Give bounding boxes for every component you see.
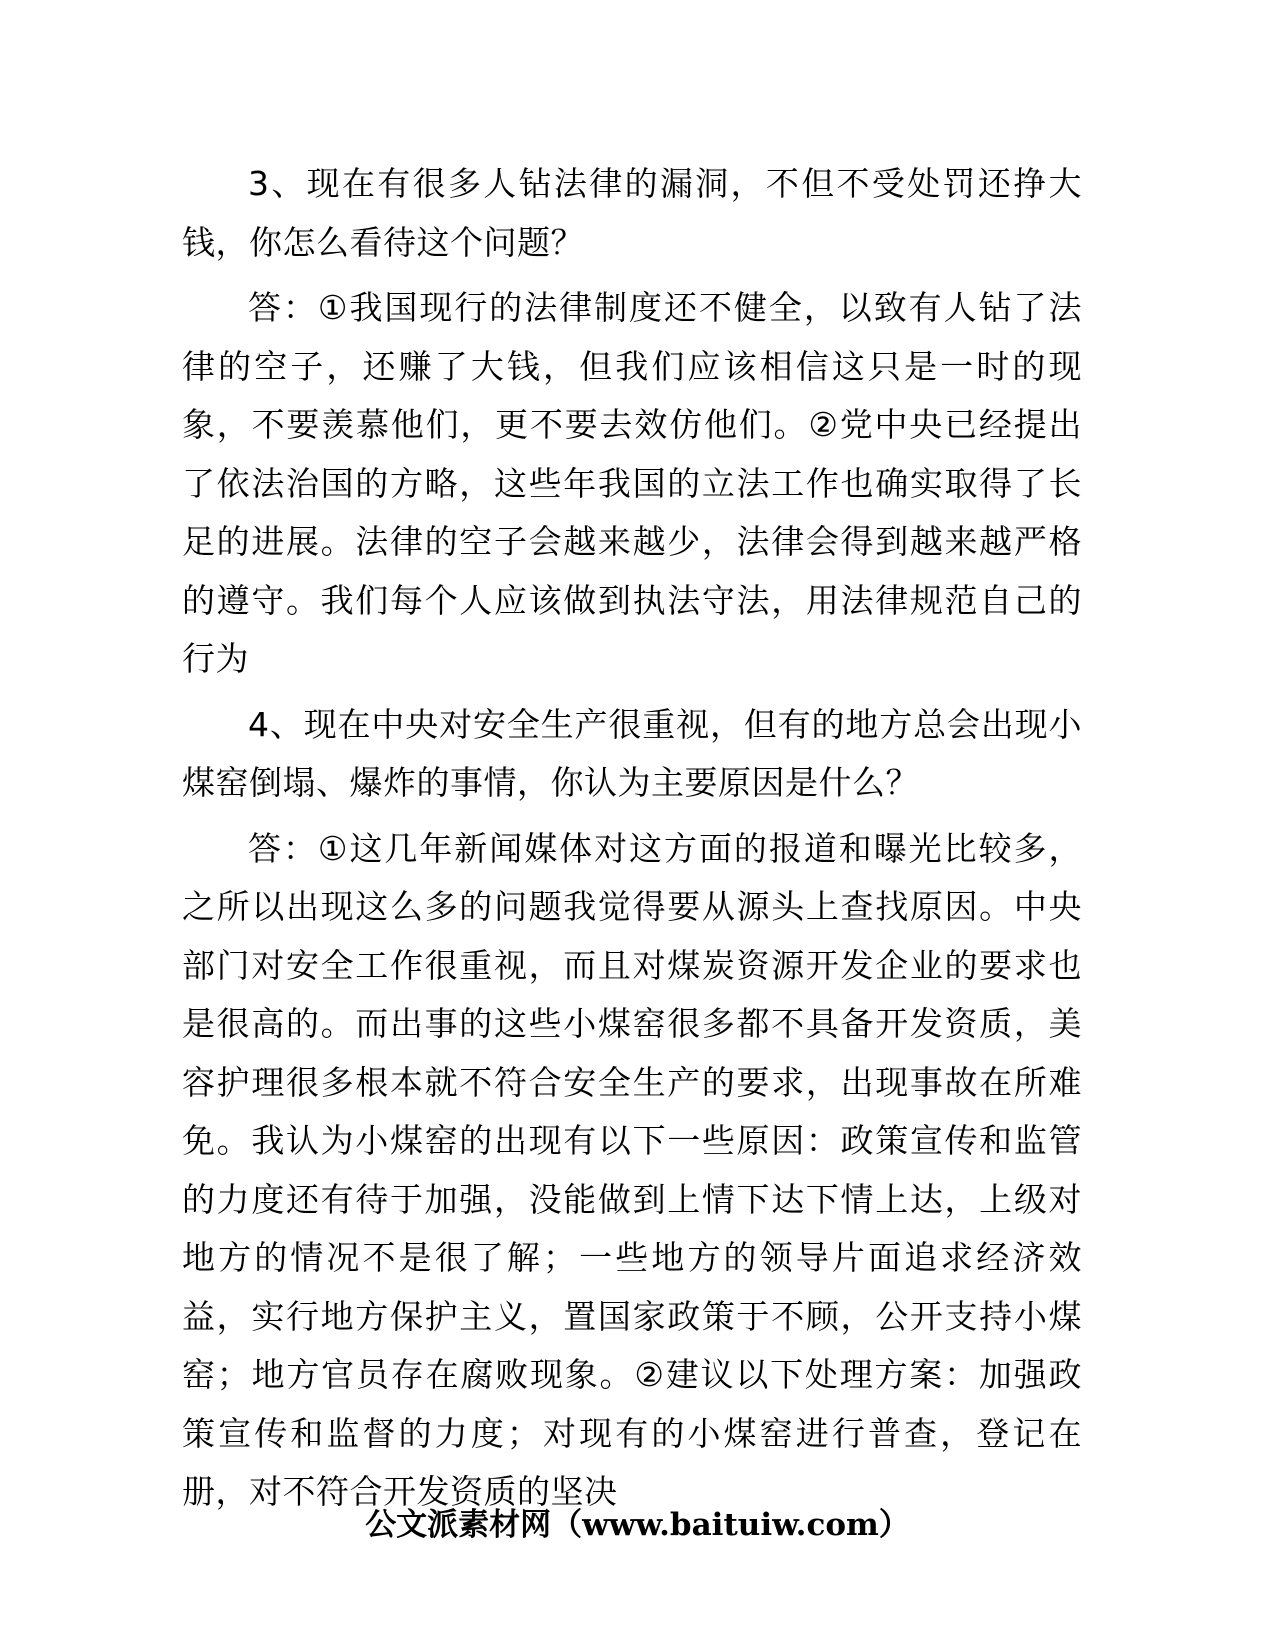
page-footer: 公文派素材网（www.baituiw.com） (365, 1507, 910, 1543)
answer-4-paragraph: 答：①这几年新闻媒体对这方面的报道和曝光比较多，之所以出现这么多的问题我觉得要从源头上查找原因。中央部门对安全工作很重视，而且对煤炭资源开发企业的要求也是很高的。而出事的这些小煤窑很多都不具备开发资质，美容护理很多根本就不符合安全生产的要求，出现事故在所难免。我认为小煤窑的出现有以下一些原因：政策宣传和监管的力度还有待于加强，没能做到上情下达下情上达，上级对地方的情况不是很了解；一些地方的领导片面追求经济效益，实行地方保护主义，置国家政策于不顾，公开支持小煤窑；地方官员存在腐败现象。②建议以下处理方案：加强政策宣传和监督的力度；对现有的小煤窑进行普查，登记在册，对不符合开发资质的坚决 (182, 828, 1082, 1511)
question-4-paragraph: 4、现在中央对安全生产很重视，但有的地方总会出现小煤窑倒塌、爆炸的事情，你认为主要原因是什么？ (182, 704, 1082, 802)
document-body (182, 155, 1082, 1529)
question-3-paragraph: 3、现在有很多人钻法律的漏洞，不但不受处罚还挣大钱，你怎么看待这个问题？ (182, 164, 1082, 262)
answer-3-paragraph: 答：①我国现行的法律制度还不健全，以致有人钻了法律的空子，还赚了大钱，但我们应该相信这只是一时的现象，不要羡慕他们，更不要去效仿他们。②党中央已经提出了依法治国的方略，这些年我国的立法工作也确实取得了长足的进展。法律的空子会越来越少，法律会得到越来越严格的遵守。我们每个人应该做到执法守法，用法律规范自己的行为 (182, 288, 1082, 678)
